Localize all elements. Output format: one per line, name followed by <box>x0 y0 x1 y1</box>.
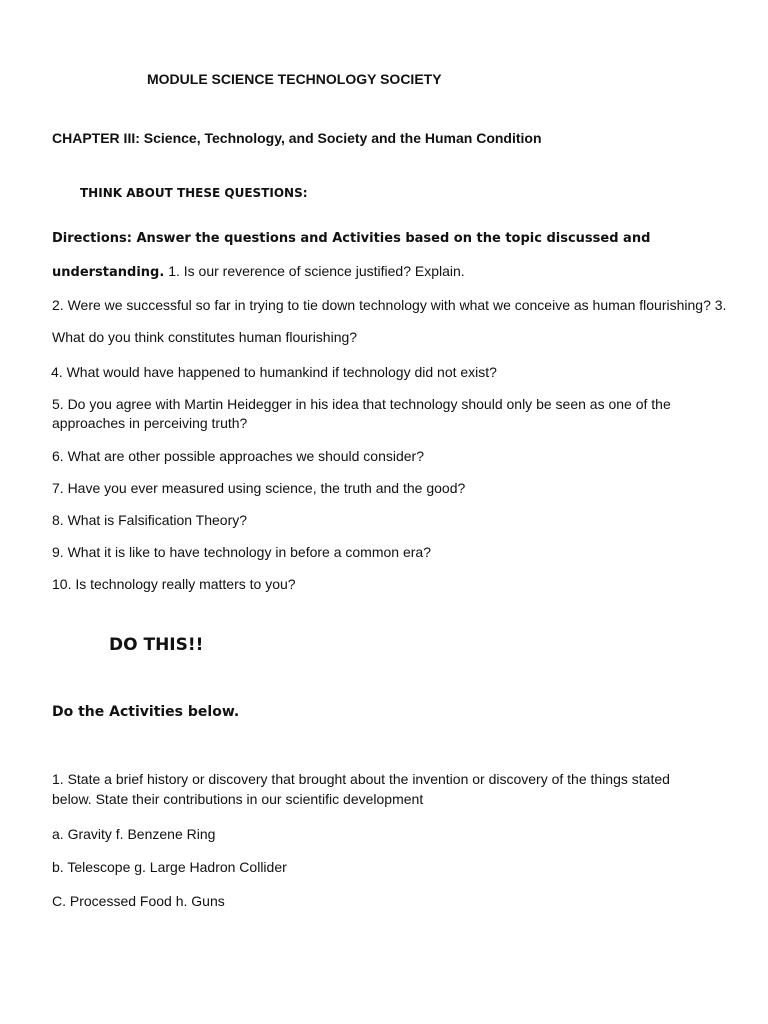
question-9: 9. What it is like to have technology in before a common era? <box>52 544 431 560</box>
activities-heading: Do the Activities below. <box>52 704 240 720</box>
question-1: 1. Is our reverence of science justified? Explain. <box>168 263 465 279</box>
activity-item-c: C. Processed Food h. Guns <box>52 893 225 909</box>
question-10: 10. Is technology really matters to you? <box>52 576 296 592</box>
question-8: 8. What is Falsification Theory? <box>52 512 248 528</box>
directions-line-2 <box>52 262 465 282</box>
activity-1-line-1: 1. State a brief history or discovery that brought about the invention or discovery of the things stated <box>52 771 670 787</box>
think-heading: THINK ABOUT THESE QUESTIONS: <box>80 186 308 200</box>
question-2-line-1: 2. Were we successful so far in trying to tie down technology with what we conceive as human flourishing? 3. <box>52 297 727 313</box>
question-5-line-1: 5. Do you agree with Martin Heidegger in his idea that technology should only be seen as one of the <box>52 396 671 412</box>
chapter-title: CHAPTER III: Science, Technology, and Society and the Human Condition <box>52 130 542 146</box>
question-5-line-2: approaches in perceiving truth? <box>52 415 248 431</box>
activity-item-a: a. Gravity f. Benzene Ring <box>52 826 216 842</box>
do-this-heading: DO THIS!! <box>109 635 204 655</box>
directions-line-1: Directions: Answer the questions and Activities based on the topic discussed and <box>52 231 651 246</box>
activity-item-b: b. Telescope g. Large Hadron Collider <box>52 859 287 875</box>
question-4: 4. What would have happened to humankind if technology did not exist? <box>51 364 497 380</box>
question-6: 6. What are other possible approaches we should consider? <box>52 448 424 464</box>
question-7: 7. Have you ever measured using science, the truth and the good? <box>52 480 466 496</box>
module-title: MODULE SCIENCE TECHNOLOGY SOCIETY <box>147 71 442 87</box>
question-2-line-2: What do you think constitutes human flourishing? <box>52 329 358 345</box>
directions-understanding: understanding. <box>52 265 165 280</box>
activity-1-line-2: below. State their contributions in our scientific development <box>52 791 424 807</box>
